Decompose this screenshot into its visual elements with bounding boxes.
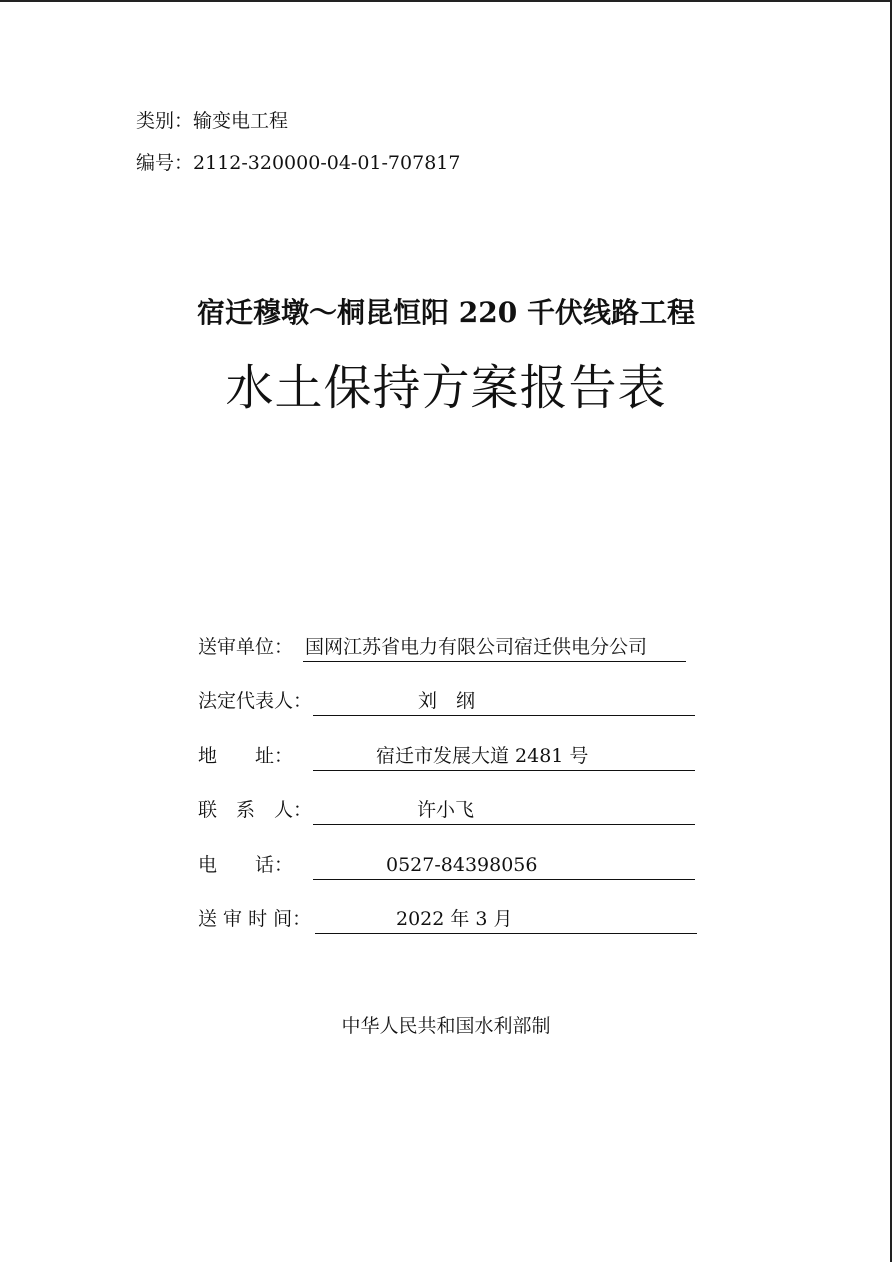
category-label: 类别： — [136, 110, 194, 132]
submitting-unit-row — [198, 633, 696, 663]
submitting-unit-field — [303, 633, 686, 662]
code-line — [136, 151, 460, 175]
submission-date-field — [315, 905, 697, 934]
legal-representative-field — [313, 687, 695, 716]
phone-row — [198, 851, 696, 881]
page-top-border — [0, 0, 892, 2]
phone-value: 0527-84398056 — [386, 854, 538, 876]
phone-label: 电 话： — [198, 854, 294, 876]
address-row — [198, 742, 696, 772]
phone-field — [313, 851, 695, 880]
address-label: 地 址： — [198, 745, 294, 767]
code-value: 2112-320000-04-01-707817 — [193, 152, 461, 174]
contact-person-field — [313, 796, 695, 825]
contact-person-label: 联 系 人： — [198, 799, 313, 821]
category-line — [136, 109, 288, 133]
contact-person-value: 许小飞 — [417, 799, 475, 821]
submitting-unit-label: 送审单位： — [198, 636, 294, 658]
contact-person-row — [198, 796, 696, 826]
legal-representative-row — [198, 687, 696, 717]
submitting-unit-value: 国网江苏省电力有限公司宿迁供电分公司 — [305, 636, 648, 658]
legal-representative-label: 法定代表人： — [198, 690, 313, 712]
report-title: 水土保持方案报告表 — [225, 360, 667, 416]
address-field — [313, 742, 695, 771]
category-value: 输变电工程 — [193, 110, 289, 132]
address-value: 宿迁市发展大道 2481 号 — [376, 745, 589, 767]
project-name: 宿迁穆墩～桐昆恒阳 220 千伏线路工程 — [197, 296, 695, 329]
code-label: 编号： — [136, 152, 194, 174]
submission-date-row — [198, 905, 696, 935]
issuer-organization: 中华人民共和国水利部制 — [341, 1015, 551, 1037]
submission-date-label: 送 审 时 间： — [198, 908, 312, 930]
submission-date-value: 2022 年 3 月 — [396, 908, 513, 930]
legal-representative-value: 刘 纲 — [418, 690, 476, 712]
